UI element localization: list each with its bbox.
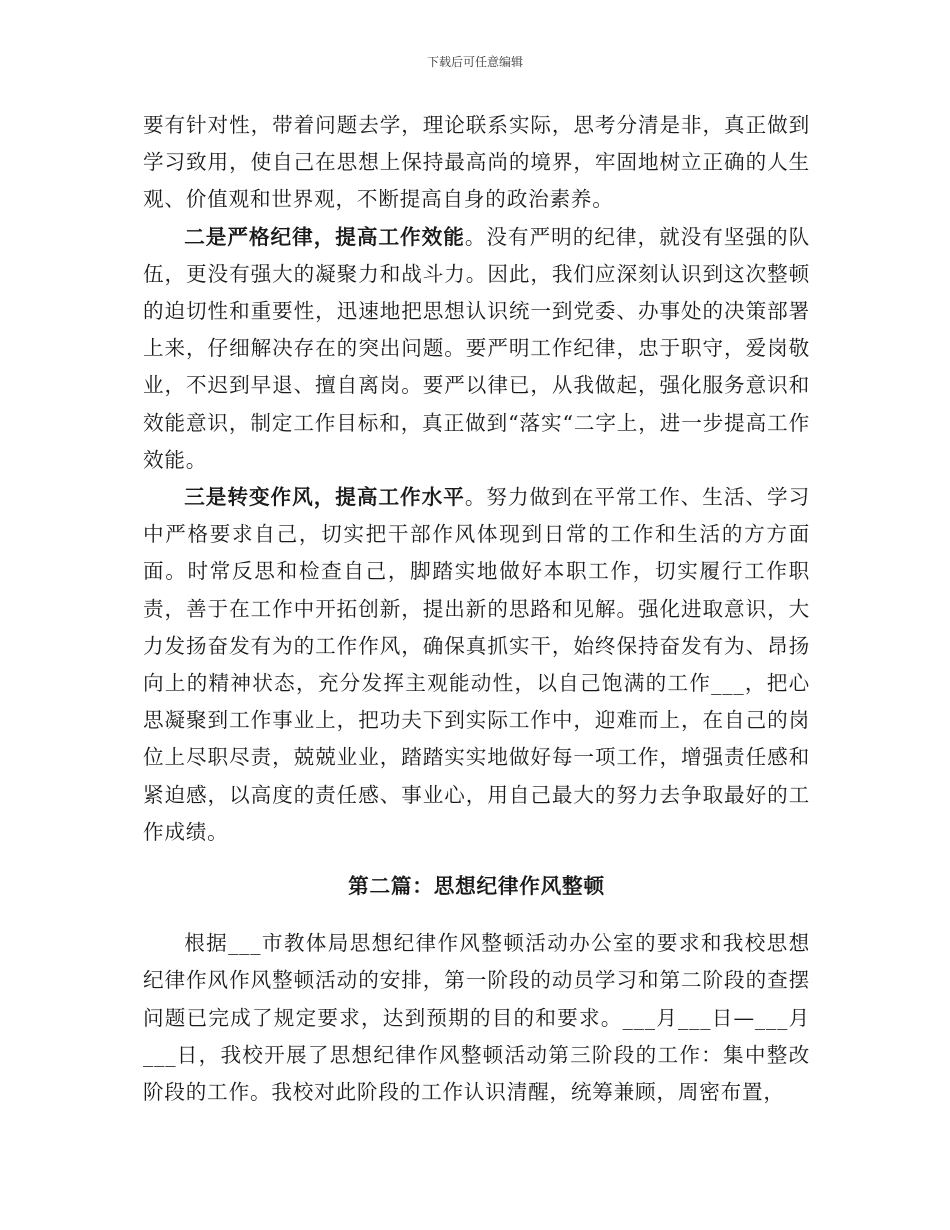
paragraph-2-lead: 二是严格纪律，提高工作效能 <box>184 224 465 249</box>
page-header: 下载后可任意编辑 <box>426 55 523 69</box>
paragraph-1: 要有针对性，带着问题去学，理论联系实际，思考分清是非，真正做到学习致用，使自己在思想上保持最高尚的境界，牢固地树立正确的人生观、价值观和世界观，不断提高自身的政治素养。 <box>143 113 810 212</box>
paragraph-3-lead: 三是转变作风，提高工作水平 <box>184 485 465 510</box>
paragraph-3 <box>143 479 810 851</box>
section-title: 第二篇：思想纪律作风整顿 <box>348 874 605 899</box>
paragraph-2 <box>143 219 810 479</box>
document-body <box>143 107 810 1111</box>
paragraph-3-body: 。努力做到在平常工作、生活、学习中严格要求自己，切实把干部作风体现到日常的工作和生活的方方面面。时常反思和检查自己，脚踏实地做好本职工作，切实履行工作职责，善于在工作中开拓创新，提出新的思路和见解。强化进取意识，大力发扬奋发有为的工作作风，确保真抓实干，始终保持奋发有为、昂扬向上的精神状态，充分发挥主观能动性，以自己饱满的工作___，把心思凝聚到工作事业上，把功夫下到实际工作中，迎难而上，在自己的岗位上尽职尽责，兢兢业业，踏踏实实地做好每一项工作，增强责任感和紧迫感，以高度的责任感、事业心，用自己最大的努力去争取最好的工作成绩。 <box>143 485 810 844</box>
paragraph-4: 根据___市教体局思想纪律作风整顿活动办公室的要求和我校思想纪律作风作风整顿活动的安排，第一阶段的动员学习和第二阶段的查摆问题已完成了规定要求，达到预期的目的和要求。___月___日—___月___日，我校开展了思想纪律作风整顿活动第三阶段的工作：集中整改阶段的工作。我校对此阶段的工作认识清醒，统筹兼顾，周密布置， <box>143 931 810 1105</box>
paragraph-2-body: 。没有严明的纪律，就没有坚强的队伍，更没有强大的凝聚力和战斗力。因此，我们应深刻认识到这次整顿的迫切性和重要性，迅速地把思想认识统一到党委、办事处的决策部署上来，仔细解决存在的突出问题。要严明工作纪律，忠于职守，爱岗敬业，不迟到早退、擅自离岗。要严以律已，从我做起，强化服务意识和效能意识，制定工作目标和，真正做到“落实“二字上，进一步提高工作效能。 <box>143 224 810 472</box>
